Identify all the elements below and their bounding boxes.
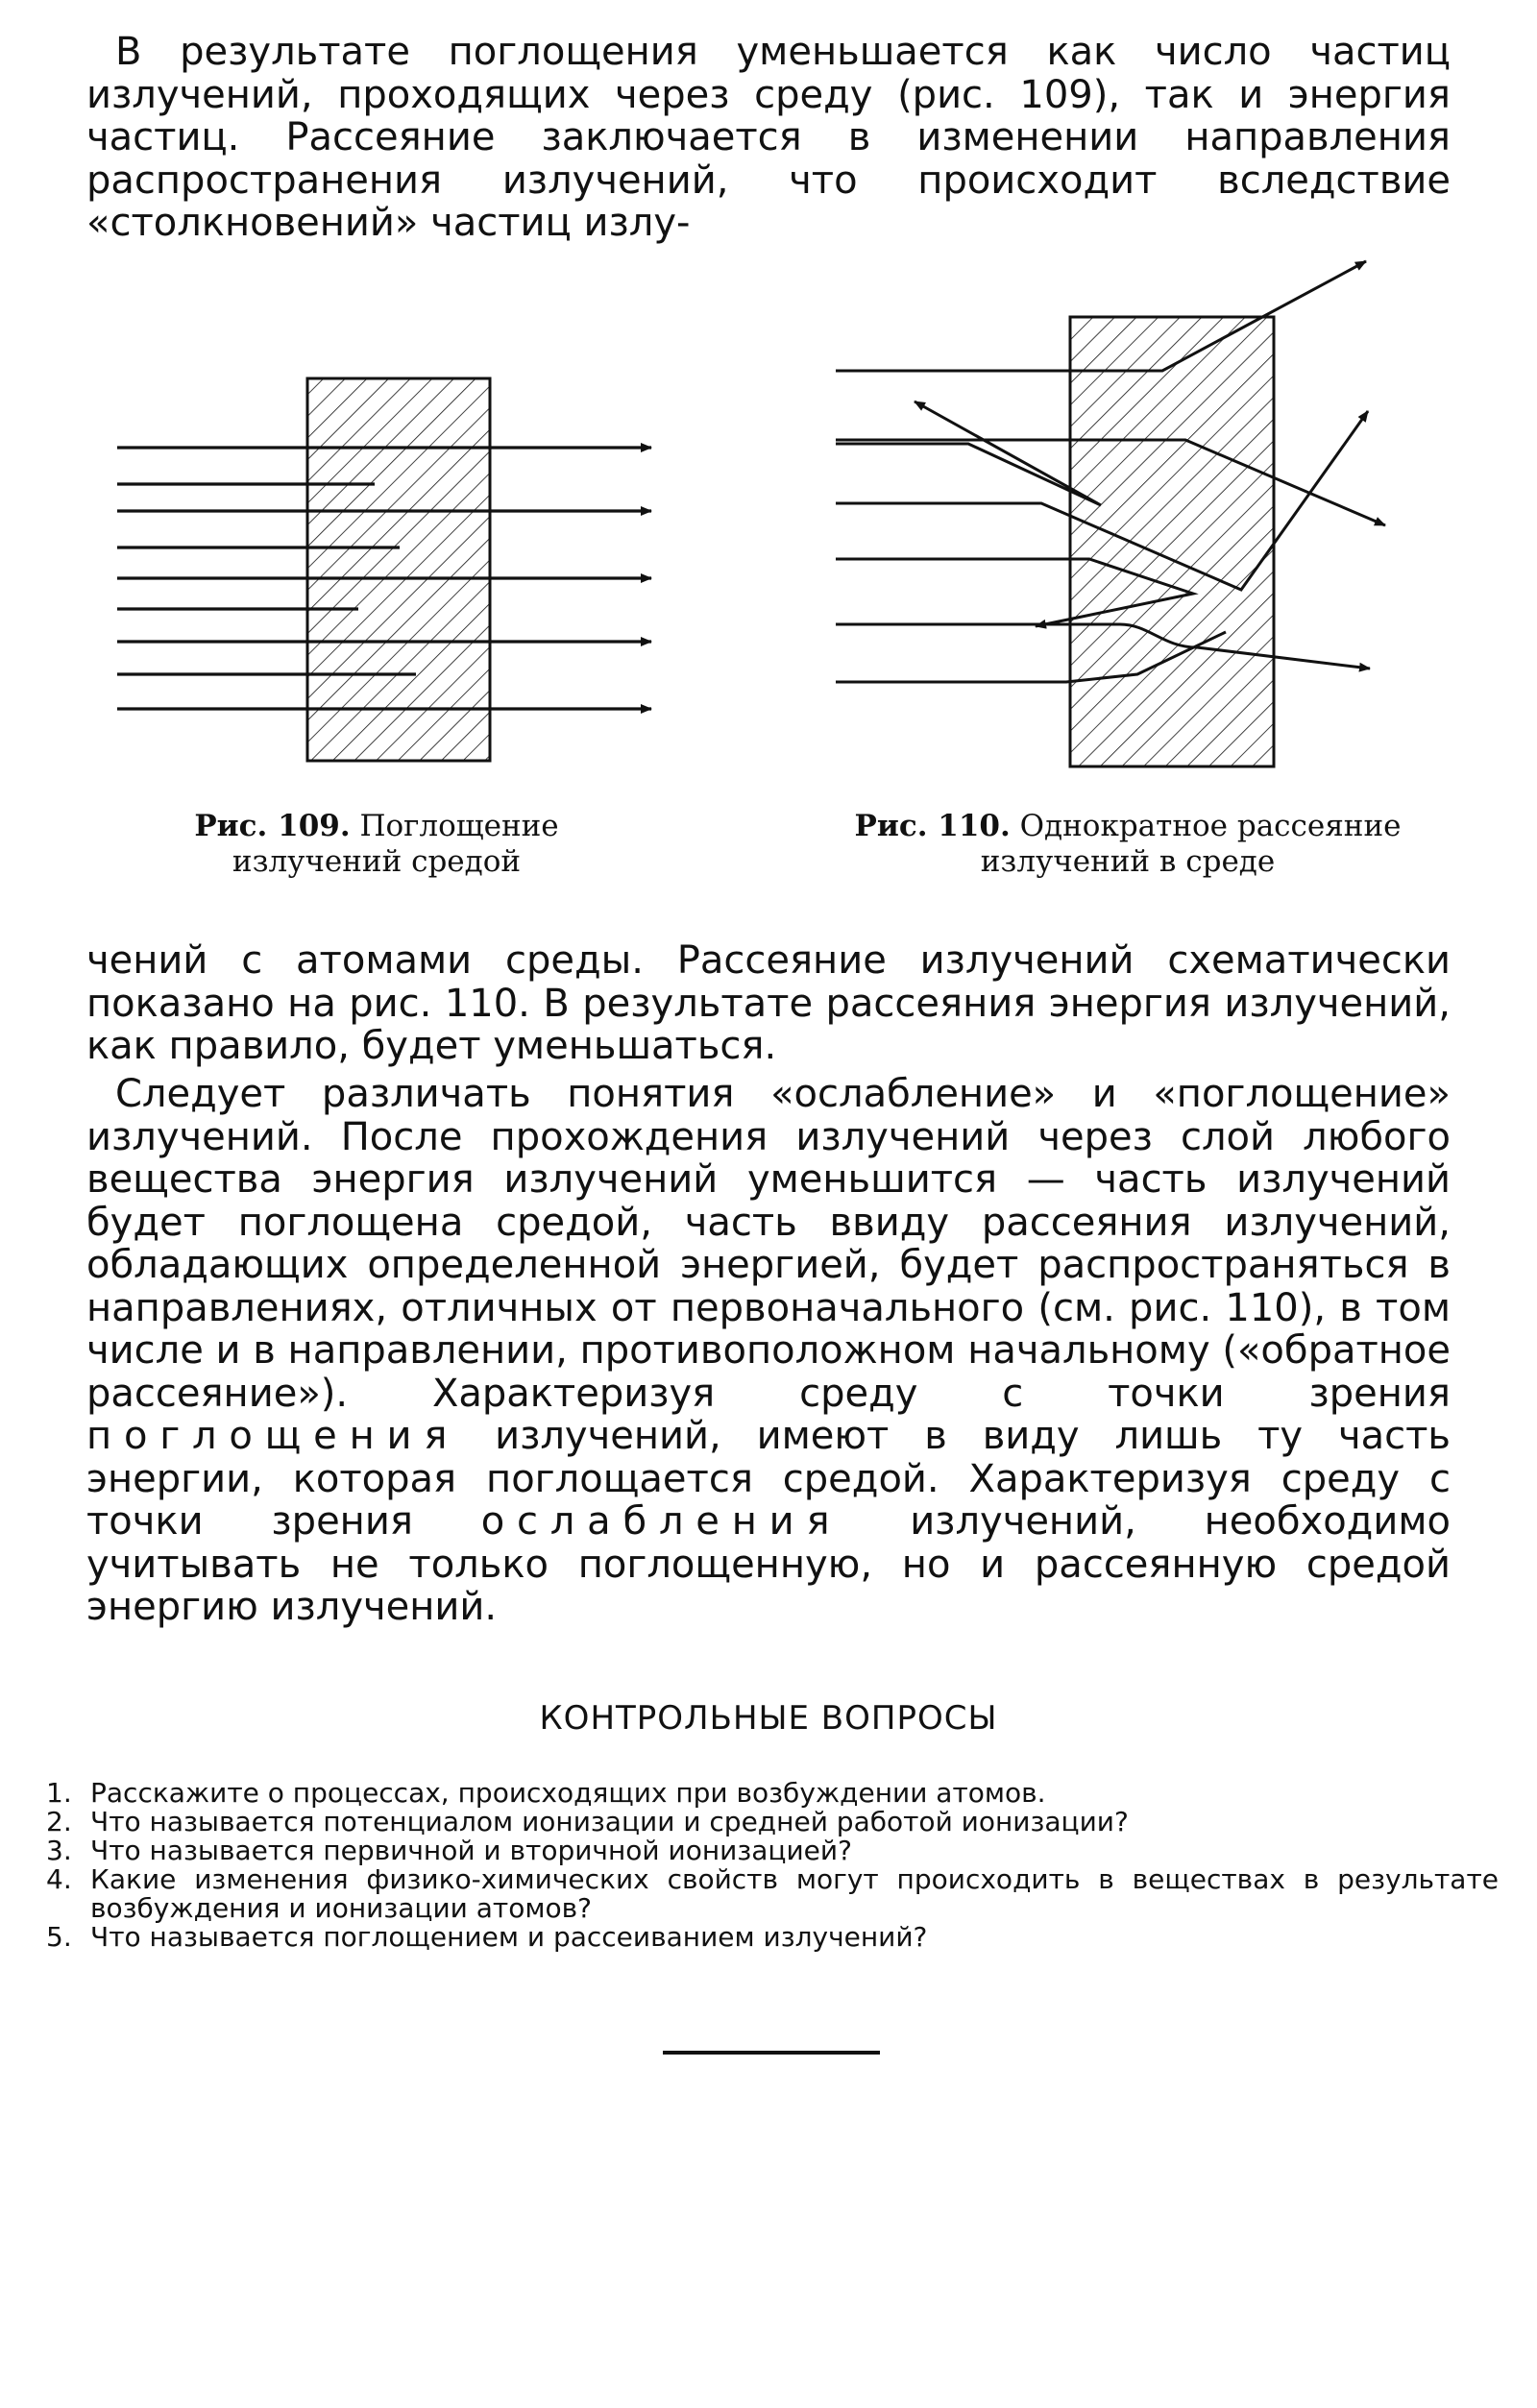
figure-109-caption [108,809,646,880]
question-text: Что называется поглощением и рассеиванием излучений? [90,1921,928,1953]
question-item [46,1923,1499,1952]
paragraph-3 [86,1073,1451,1629]
figure-110-diagram [832,252,1385,774]
paragraph-3-part-a: Следует различать понятия «ослабление» и «поглощение» излучений. После прохождения излучений через слой любого вещества энергия излучений уменьшится — часть излучений будет поглощена средой, часть ввиду рассеяния излучений, обладающих определенной энергией, будет распространяться в направлениях, отличных от первоначального (см. рис. 110), в том числе и в направлении, противоположном начальному («обратное рассеяние»). Характеризуя среду с точки зрения [86,1072,1451,1416]
figure-109-diagram [113,371,674,766]
paragraph-1: В результате поглощения уменьшается как число частиц излучений, проходящих через среду (рис. 109), так и энергия частиц. Рассеяние заключается в изменении направления распространения излучений, что происходит вследствие «столкновений» частиц излу- [86,30,1451,245]
paragraph-3-part-c: излучений, необходимо учитывать не только поглощенную, но и рассеянную средой энергию излучений. [86,1499,1451,1629]
question-text: Расскажите о процессах, происходящих при возбуждении атомов. [90,1777,1046,1809]
figure-110 [832,252,1385,774]
question-item [46,1808,1499,1836]
question-text: Что называется потенциалом ионизации и средней работой ионизации? [90,1806,1129,1837]
section-title: КОНТРОЛЬНЫЕ ВОПРОСЫ [539,1699,998,1738]
emphasis-absorption: поглощения [86,1414,460,1458]
figure-110-caption-text: Однократное рассеяние излучений в среде [980,809,1402,879]
paragraph-2: чений с атомами среды. Рассеяние излучений схематически показано на рис. 110. В результате рассеяния энергия излучений, как правило, будет уменьшаться. [86,938,1451,1068]
figure-109-number: Рис. 109. [194,809,351,843]
question-number: 3. [46,1835,72,1866]
absorbing-medium-block [307,378,490,761]
question-number: 4. [46,1863,72,1895]
question-number: 5. [46,1921,72,1953]
paragraph-3-part-b: излучений, имеют в виду лишь ту часть энергии, которая поглощается средой. Характеризуя среду с точки зрения [86,1414,1452,1544]
question-item [46,1779,1499,1808]
review-questions-list [46,1779,1499,1952]
ray-back-scattered [836,401,1101,505]
question-number: 2. [46,1806,72,1837]
question-number: 1. [46,1777,72,1809]
question-text: Что называется первичной и вторичной ионизацией? [90,1835,852,1866]
question-item [46,1836,1499,1865]
emphasis-attenuation: ослабления [480,1499,842,1544]
figure-110-caption [828,809,1427,880]
question-text: Какие изменения физико-химических свойств могут происходить в веществах в результате возбуждения и ионизации атомов? [90,1863,1499,1924]
figure-109-caption-text: Поглощение излучений средой [232,809,559,879]
question-item [46,1865,1499,1923]
figure-109 [113,371,674,766]
end-divider [663,2051,880,2055]
scattering-medium-block [1070,317,1274,766]
figure-110-number: Рис. 110. [854,809,1011,843]
